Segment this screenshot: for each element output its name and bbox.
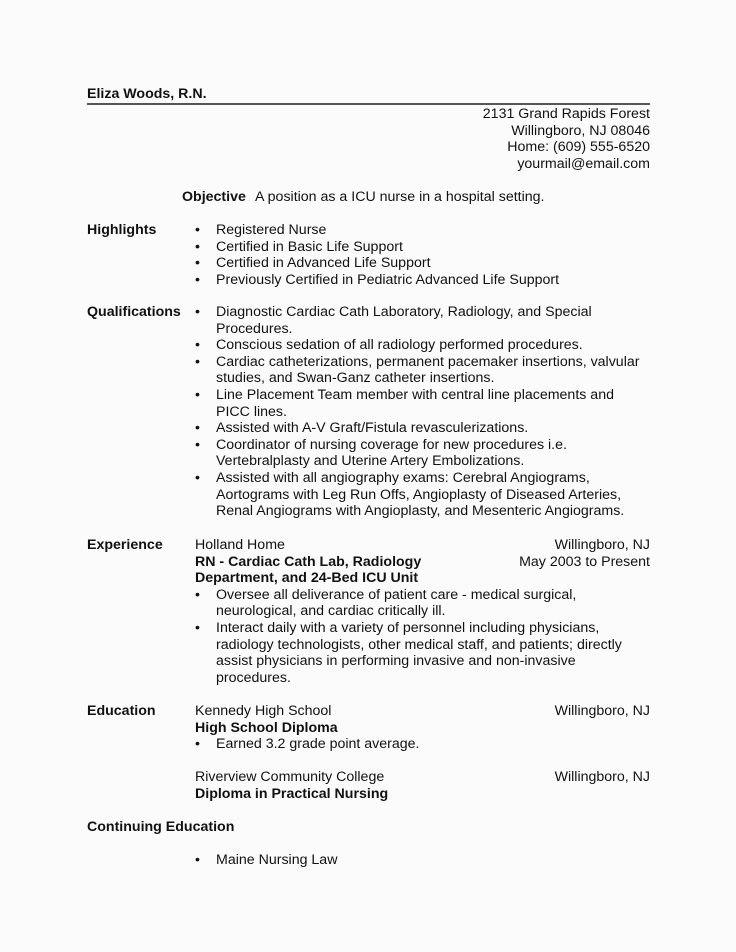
objective xyxy=(182,189,544,205)
job-location: Willingboro, NJ xyxy=(554,537,650,553)
phone: Home: (609) 555-6520 xyxy=(507,139,650,156)
list-item: • Certified in Advanced Life Support xyxy=(195,255,650,272)
list-item: • Assisted with A-V Graft/Fistula revasculerizations. xyxy=(195,420,650,437)
list-item: • Earned 3.2 grade point average. xyxy=(195,736,650,753)
contact-block xyxy=(483,106,650,172)
list-item: • Cardiac catheterizations, permanent pacemaker insertions, valvular studies, and Swan-Ganz catheter insertions. xyxy=(195,354,650,387)
header-divider xyxy=(87,103,650,105)
email: yourmail@email.com xyxy=(517,155,650,172)
highlights-list xyxy=(195,222,650,288)
qualifications-list xyxy=(195,304,650,520)
job-dates: May 2003 to Present xyxy=(519,553,650,570)
continuing-education-list xyxy=(195,852,650,869)
list-item: • Coordinator of nursing coverage for new procedures i.e. Vertebralplasty and Uterine Artery Embolizations. xyxy=(195,437,650,470)
section-label: Experience xyxy=(87,537,163,553)
degree: Diploma in Practical Nursing xyxy=(195,785,389,802)
address-line-2: Willingboro, NJ 08046 xyxy=(511,122,650,139)
list-item: • Assisted with all angiography exams: Cerebral Angiograms, Aortograms with Leg Run Offs, Angioplasty of Diseased Arteries, Renal Angiograms with Angioplasty, and Mesenteric Angiograms. xyxy=(195,470,650,520)
list-item: • Maine Nursing Law xyxy=(195,852,650,869)
employer: Holland Home xyxy=(195,537,285,553)
section-label: Continuing Education xyxy=(87,819,235,835)
list-item: • Conscious sedation of all radiology performed procedures. xyxy=(195,337,650,354)
section-label: Qualifications xyxy=(87,304,181,320)
school-entry xyxy=(195,769,650,802)
job-title: RN - Cardiac Cath Lab, Radiology xyxy=(195,553,422,570)
school-name: Kennedy High School xyxy=(195,703,332,719)
job-title-continued: Department, and 24-Bed ICU Unit xyxy=(195,570,419,587)
job-entry xyxy=(195,537,650,686)
list-item: • Line Placement Team member with central line placements and PICC lines. xyxy=(195,387,650,420)
objective-text: A position as a ICU nurse in a hospital setting. xyxy=(255,189,545,205)
school-notes xyxy=(195,736,650,753)
list-item: • Oversee all deliverance of patient care - medical surgical, neurological, and cardiac critically ill. xyxy=(195,587,650,620)
school-location: Willingboro, NJ xyxy=(554,703,650,719)
section-label: Education xyxy=(87,703,156,719)
school-entry xyxy=(195,703,650,753)
address-line-1: 2131 Grand Rapids Forest xyxy=(482,106,650,122)
section-label: Highlights xyxy=(87,222,157,238)
objective-label: Objective xyxy=(182,189,246,205)
duties-list xyxy=(195,587,650,687)
list-item: • Previously Certified in Pediatric Advanced Life Support xyxy=(195,272,650,289)
school-name: Riverview Community College xyxy=(195,769,385,786)
list-item: • Registered Nurse xyxy=(195,222,650,239)
degree: High School Diploma xyxy=(195,719,338,736)
list-item: • Diagnostic Cardiac Cath Laboratory, Radiology, and Special Procedures. xyxy=(195,304,650,337)
school-location: Willingboro, NJ xyxy=(554,769,650,786)
list-item: • Certified in Basic Life Support xyxy=(195,239,650,256)
candidate-name: Eliza Woods, R.N. xyxy=(87,86,207,102)
list-item: • Interact daily with a variety of personnel including physicians, radiology technologists, other medical staff, and patients; directly assist physicians in performing invasive and non-invasive procedures. xyxy=(195,620,650,686)
